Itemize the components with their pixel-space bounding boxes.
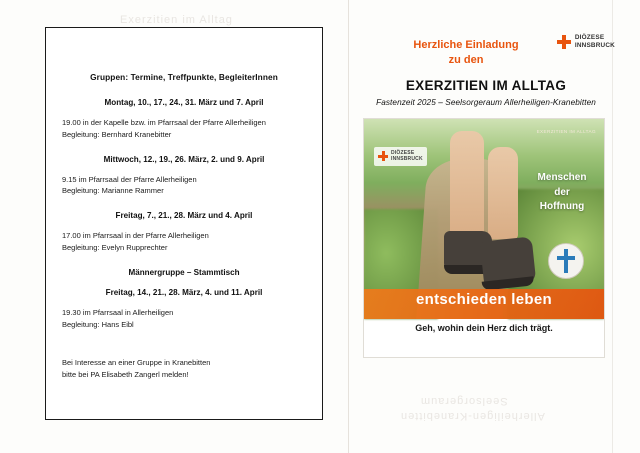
group-time-place: 17.00 im Pfarrsaal in der Pfarre Allerheiligen bbox=[62, 231, 209, 241]
poster-kicker: EXERZITIEN IM ALLTAG bbox=[536, 129, 596, 134]
poster-image bbox=[363, 118, 605, 358]
poster-diocese-line1: DIÖZESE bbox=[391, 150, 415, 156]
cross-icon bbox=[557, 35, 571, 49]
event-subtitle: Fastenzeit 2025 – Seelsorgeraum Allerheiligen-Kranebitten bbox=[376, 97, 596, 107]
group-leader: Begleitung: Marianne Rammer bbox=[62, 186, 164, 196]
seal-logo-icon bbox=[548, 243, 584, 279]
group-entry-wednesday bbox=[60, 155, 308, 198]
page-fold-line-left bbox=[348, 0, 349, 453]
invitation-panel bbox=[355, 20, 617, 425]
leg-left bbox=[450, 131, 484, 241]
poster-diocese-text bbox=[391, 150, 423, 163]
poster-photo bbox=[364, 119, 604, 319]
contact-note-line1: Bei Interesse an einer Gruppe in Kranebitten bbox=[62, 357, 211, 367]
program-panel bbox=[45, 27, 323, 420]
group-dates: Freitag, 14., 21., 28. März, 4. und 11. April bbox=[105, 287, 263, 297]
group-entry-mens-group bbox=[60, 268, 308, 331]
group-time-place: 9.15 im Pfarrsaal der Pfarre Allerheiligen bbox=[62, 174, 197, 184]
contact-note bbox=[62, 357, 308, 381]
invitation-headline-line1: Herzliche Einladung bbox=[413, 39, 519, 51]
program-heading: Gruppen: Termine, Treffpunkte, BegleiterInnen bbox=[90, 72, 278, 82]
invitation-headline bbox=[355, 38, 577, 68]
group-leader: Begleitung: Bernhard Kranebitter bbox=[62, 129, 172, 139]
seal-cross-vertical bbox=[564, 249, 568, 273]
leg-right bbox=[488, 147, 518, 239]
poster-motto-line2: der bbox=[554, 186, 570, 198]
event-title: EXERZITIEN IM ALLTAG bbox=[405, 77, 567, 93]
contact-note-line2: bitte bei PA Elisabeth Zangerl melden! bbox=[62, 369, 189, 379]
poster-footer-strip bbox=[364, 343, 604, 357]
diocese-logo-text bbox=[575, 34, 615, 50]
diocese-logo bbox=[557, 34, 615, 50]
invitation-headline-line2: zu den bbox=[448, 53, 484, 66]
poster-diocese-badge bbox=[374, 147, 427, 166]
group-dates: Mittwoch, 12., 19., 26. März, 2. und 9. April bbox=[103, 154, 265, 164]
poster-motto-line3: Hoffnung bbox=[539, 201, 585, 212]
group-leader: Begleitung: Hans Eibl bbox=[62, 319, 134, 329]
ghost-text-4: Allerheiligen-Kranebitten bbox=[400, 410, 545, 422]
ghost-text-3: Seelsorgeraum bbox=[420, 395, 508, 407]
poster-caption: Geh, wohin dein Herz dich trägt. bbox=[415, 323, 553, 333]
poster-motto-line1: Menschen bbox=[537, 172, 587, 183]
group-entry-friday bbox=[60, 211, 308, 254]
ghost-text-1: Exerzitien im Alltag bbox=[120, 14, 233, 26]
poster-claim: entschieden leben bbox=[416, 291, 552, 308]
group-entry-monday bbox=[60, 98, 308, 141]
poster-diocese-line2: INNSBRUCK bbox=[391, 156, 423, 163]
cross-icon bbox=[378, 151, 388, 161]
group-dates: Freitag, 7., 21., 28. März und 4. April bbox=[115, 211, 253, 221]
group-leader: Begleitung: Evelyn Rupprechter bbox=[62, 243, 168, 253]
diocese-name-line1: DIÖZESE bbox=[574, 34, 605, 41]
poster-motto bbox=[526, 171, 598, 215]
group-dates: Montag, 10., 17., 24., 31. März und 7. April bbox=[104, 98, 264, 107]
group-time-place: 19.00 in der Kapelle bzw. im Pfarrsaal der Pfarre Allerheiligen bbox=[62, 117, 266, 127]
seal-cross-horizontal bbox=[557, 256, 575, 260]
group-time-place: 19.30 im Pfarrsaal in Allerheiligen bbox=[62, 307, 174, 317]
diocese-name-line2: INNSBRUCK bbox=[574, 42, 615, 49]
group-title: Männergruppe – Stammtisch bbox=[128, 268, 240, 278]
